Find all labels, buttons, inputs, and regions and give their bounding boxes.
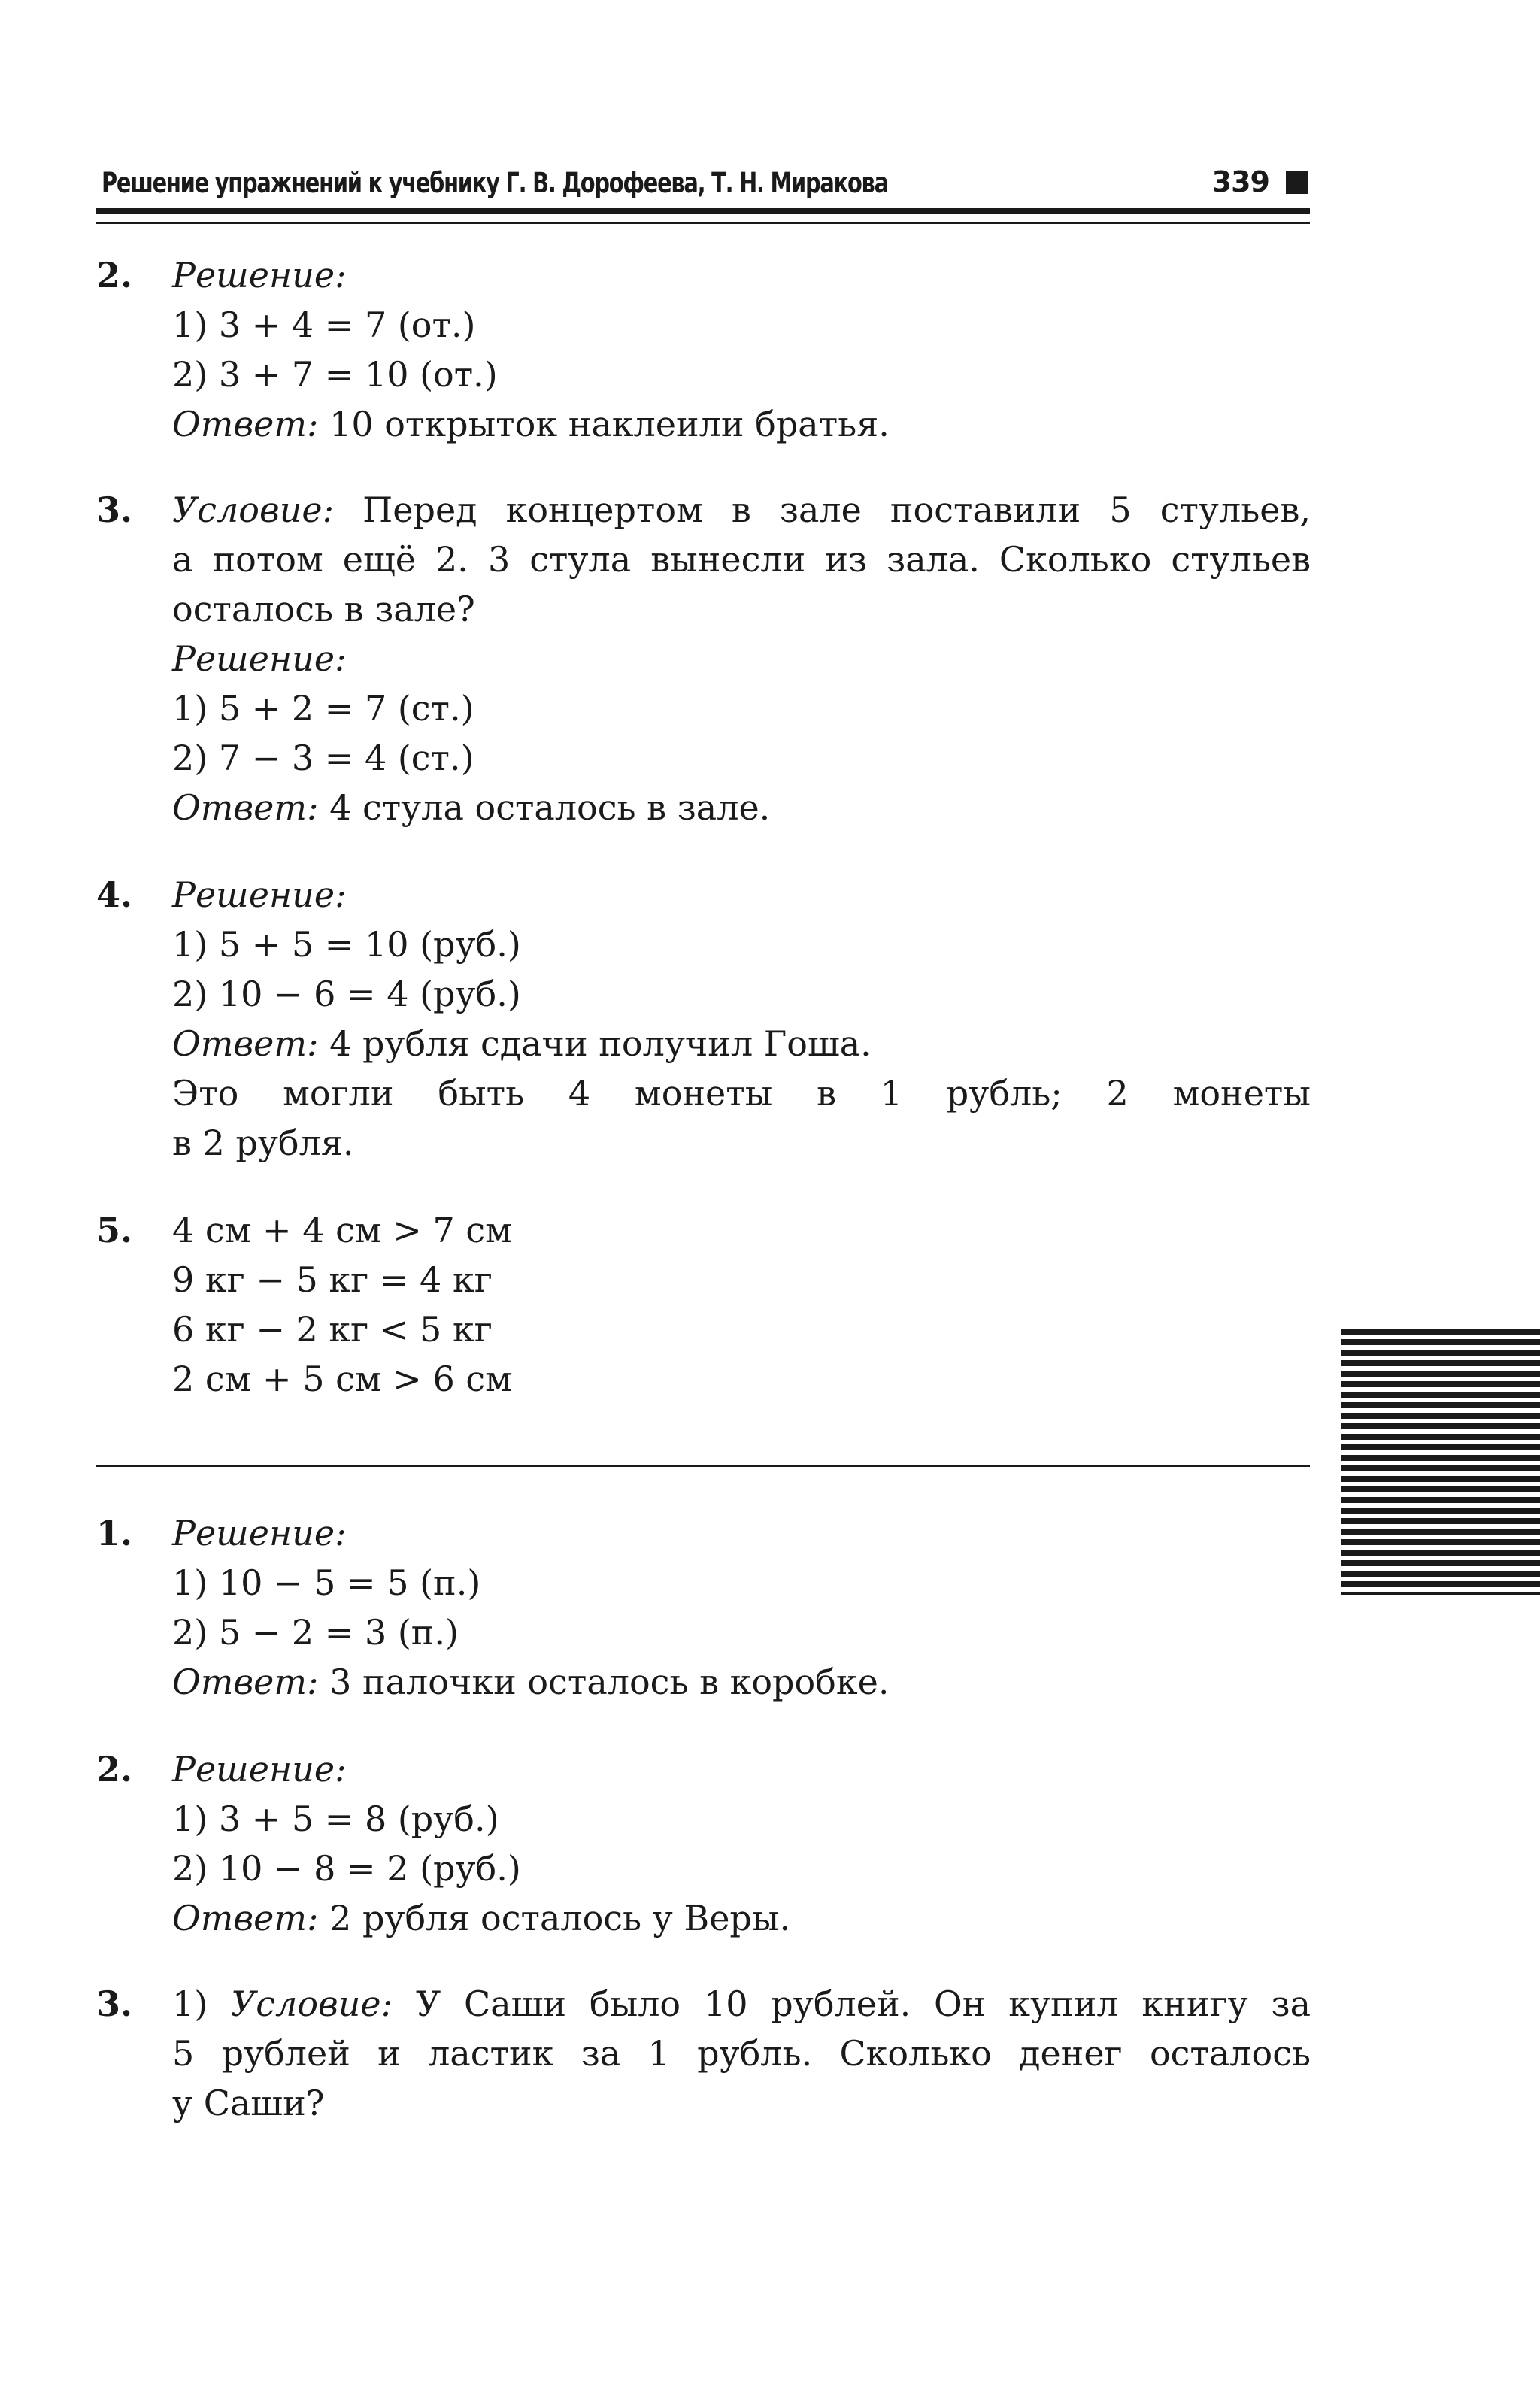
answer-label: Ответ: bbox=[172, 787, 319, 828]
solution-step: 1) 3 + 4 = 7 (от.) bbox=[172, 305, 476, 345]
exercise-number: 5. bbox=[96, 1210, 133, 1250]
exercise-body bbox=[172, 1979, 1311, 2128]
condition-text: У Саши было 10 рублей. Он купил книгу за bbox=[393, 1983, 1311, 2024]
exercise-number: 4. bbox=[96, 874, 133, 915]
solution-label: Решение: bbox=[172, 1513, 347, 1553]
header-rule-thin bbox=[96, 222, 1310, 224]
note-line: Это могли быть 4 монеты в 1 рубль; 2 монеты bbox=[172, 1073, 1311, 1114]
solution-step: 2) 3 + 7 = 10 (от.) bbox=[172, 354, 498, 395]
section-divider bbox=[96, 1465, 1310, 1467]
answer-label: Ответ: bbox=[172, 1662, 319, 1702]
solution-step: 1) 5 + 2 = 7 (ст.) bbox=[172, 688, 474, 729]
answer-text: 2 рубля осталось у Веры. bbox=[318, 1898, 791, 1938]
header-square-icon bbox=[1286, 171, 1308, 194]
exercise-body bbox=[172, 1744, 1311, 1943]
solution-step: 2) 5 − 2 = 3 (п.) bbox=[172, 1612, 459, 1653]
exercise-body bbox=[172, 1508, 1311, 1707]
solution-label: Решение: bbox=[172, 1749, 347, 1789]
answer-line bbox=[172, 399, 1311, 449]
header-rule-thick bbox=[96, 208, 1310, 214]
exercise-body bbox=[172, 250, 1311, 449]
answer-text: 10 открыток наклеили братья. bbox=[318, 404, 890, 444]
condition-line: а потом ещё 2. 3 стула вынесли из зала. Сколько стульев bbox=[172, 539, 1311, 580]
answer-line bbox=[172, 1657, 1311, 1707]
condition-line: осталось в зале? bbox=[172, 589, 475, 629]
condition-text: Перед концертом в зале поставили 5 стульев, bbox=[334, 489, 1311, 530]
exercise-number: 3. bbox=[96, 1983, 133, 2024]
solution-step: 1) 10 − 5 = 5 (п.) bbox=[172, 1562, 481, 1603]
condition-label: Условие: bbox=[172, 489, 335, 530]
subitem-prefix: 1) bbox=[172, 1983, 232, 2024]
page-number: 339 bbox=[1211, 165, 1269, 198]
exercise-body bbox=[172, 870, 1311, 1168]
exercise-body bbox=[172, 485, 1311, 832]
answer-line bbox=[172, 1893, 1311, 1943]
condition-line bbox=[172, 1979, 1311, 2029]
condition-line: у Саши? bbox=[172, 2083, 325, 2123]
exercise-number: 2. bbox=[96, 1749, 133, 1789]
exercise-number: 3. bbox=[96, 489, 133, 530]
answer-line bbox=[172, 783, 1311, 832]
solution-label: Решение: bbox=[172, 638, 347, 679]
answer-label: Ответ: bbox=[172, 404, 319, 444]
solution-step: 2) 10 − 8 = 2 (руб.) bbox=[172, 1848, 521, 1889]
answer-label: Ответ: bbox=[172, 1898, 319, 1938]
comparison-line: 2 см + 5 см > 6 см bbox=[172, 1359, 512, 1399]
answer-line bbox=[172, 1019, 1311, 1068]
answer-text: 4 рубля сдачи получил Гоша. bbox=[318, 1023, 872, 1064]
answer-text: 4 стула осталось в зале. bbox=[318, 787, 771, 828]
comparison-line: 6 кг − 2 кг < 5 кг bbox=[172, 1309, 493, 1350]
solution-step: 2) 10 − 6 = 4 (руб.) bbox=[172, 974, 521, 1014]
comparison-line: 4 см + 4 см > 7 см bbox=[172, 1210, 512, 1250]
note-line: в 2 рубля. bbox=[172, 1123, 354, 1163]
exercise-number: 1. bbox=[96, 1513, 133, 1553]
solution-label: Решение: bbox=[172, 874, 347, 915]
answer-text: 3 палочки осталось в коробке. bbox=[318, 1662, 890, 1702]
condition-label: Условие: bbox=[231, 1983, 393, 2024]
solution-step: 1) 5 + 5 = 10 (руб.) bbox=[172, 924, 521, 965]
header-title: Решение упражнений к учебнику Г. В. Дорофеева, Т. Н. Миракова bbox=[102, 167, 888, 199]
exercise-body bbox=[172, 1205, 1311, 1404]
comparison-line: 9 кг − 5 кг = 4 кг bbox=[172, 1259, 493, 1300]
solution-label: Решение: bbox=[172, 255, 347, 295]
exercise-number: 2. bbox=[96, 255, 133, 295]
answer-label: Ответ: bbox=[172, 1023, 319, 1064]
running-header bbox=[102, 162, 1308, 205]
solution-step: 1) 3 + 5 = 8 (руб.) bbox=[172, 1799, 499, 1839]
condition-line bbox=[172, 485, 1311, 535]
edge-tab-stripes bbox=[1341, 1329, 1540, 1595]
condition-line: 5 рублей и ластик за 1 рубль. Сколько денег осталось bbox=[172, 2033, 1311, 2074]
solution-step: 2) 7 − 3 = 4 (ст.) bbox=[172, 738, 474, 778]
